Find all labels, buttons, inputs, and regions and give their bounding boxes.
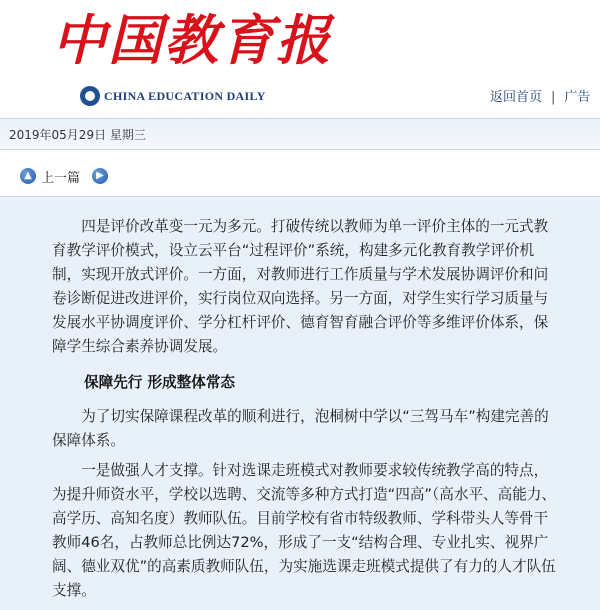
arrow-right-icon[interactable]: ▶ [92, 168, 108, 184]
top-nav [490, 86, 590, 105]
section-heading: 保障先行 形成整体常态 [84, 374, 236, 391]
nav-separator: | [551, 90, 556, 105]
paragraph-evaluation-reform: 四是评价改革变一元为多元。打破传统以教师为单一评价主体的一元式教育教学评价模式，设立云平台“过程评价”系统，构建多元化教育教学评价机制，实现开放式评价。一方面，对教师进行工作质量与学术发展协调评价和问卷诊断促进改进评价，实行岗位双向选择。另一方面，对学生实行学习质量与发展水平协调度评价、学分杠杆评价、德育智育融合评价等多维评价体系，保障学生综合素养协调发展。 [52, 218, 549, 355]
arrow-up-icon[interactable]: ▲ [20, 168, 36, 184]
ad-link[interactable]: 广告 [564, 90, 591, 105]
paragraph-talent-support: 一是做强人才支撑。针对选课走班模式对教师要求较传统教学高的特点，为提升师资水平，学校以选聘、交流等多种方式打造“四高”（高水平、高能力、高学历、高知名度）教师队伍。目前学校有省市特级教师、学科带头人等骨干教师46名，占教师总比例达72%，形成了一支“结构合理、专业扎实、视界广阔、德业双优”的高素质教师队伍，为实施选课走班模式提供了有力的人才队伍支撑。 [52, 462, 557, 599]
article-body [0, 196, 600, 610]
article-nav [0, 162, 600, 190]
date-bar [0, 118, 600, 150]
site-header [0, 0, 600, 118]
logo-subtitle [80, 85, 266, 107]
paragraph-support-system: 为了切实保障课程改革的顺利进行，泡桐树中学以“三驾马车”构建完善的保障体系。 [52, 408, 549, 449]
logo-emblem-icon [80, 86, 100, 106]
logo-subtitle-text: CHINA EDUCATION DAILY [104, 88, 266, 103]
site-logo[interactable]: 中国教育报 [52, 8, 332, 72]
issue-date: 2019年05月29日 星期三 [9, 128, 146, 142]
home-link[interactable]: 返回首页 [490, 90, 543, 105]
prev-article-link[interactable]: 上一篇 [41, 171, 81, 186]
